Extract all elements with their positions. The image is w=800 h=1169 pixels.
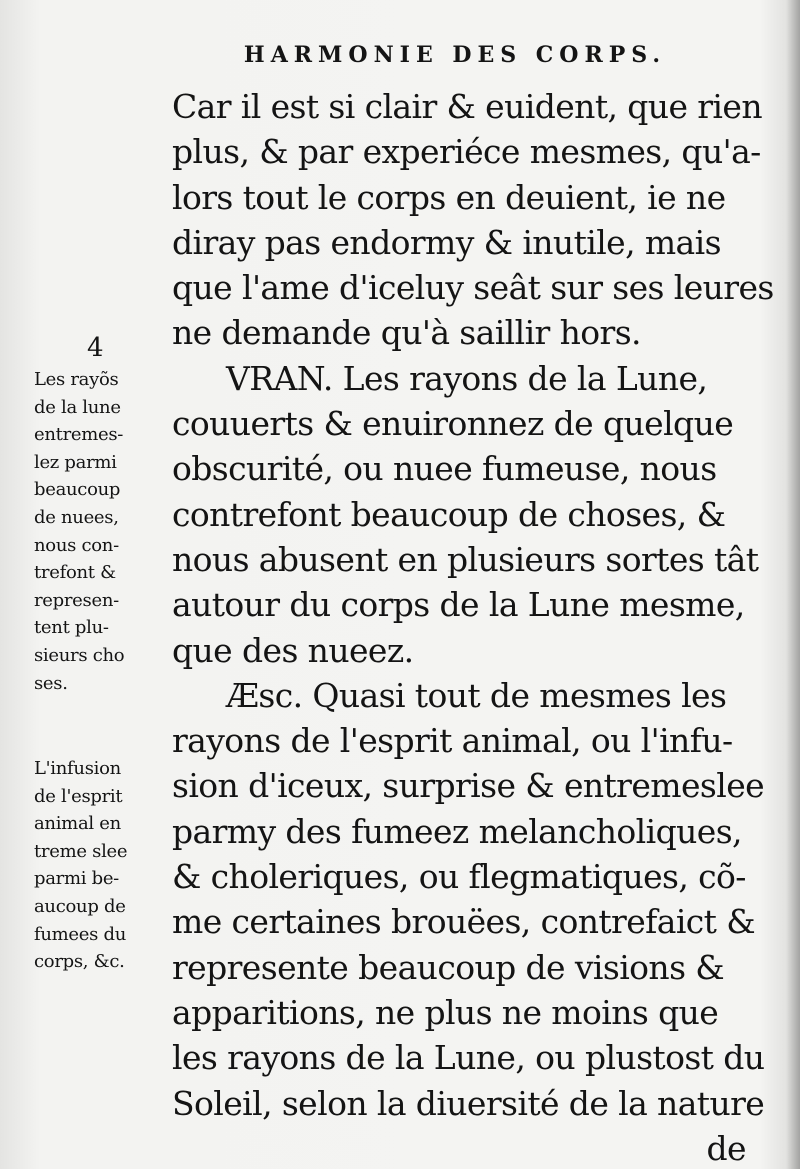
text-line: Æsc. Quasi tout de mesmes les: [226, 675, 727, 715]
side-note-line: corps, &c.: [34, 951, 125, 973]
text-line: parmy des fumeez melancholiques,: [172, 811, 742, 851]
side-note-line: de l'esprit: [34, 785, 123, 807]
side-note-line: de nuees,: [34, 506, 119, 528]
page-edge-shadow: [786, 0, 800, 1169]
text-line: obscurité, ou nuee fumeuse, nous: [172, 449, 717, 489]
side-note-line: entremes-: [34, 424, 124, 446]
text-line: lors tout le corps en deuient, ie ne: [172, 177, 726, 217]
side-note-animal-spirit: [34, 755, 169, 976]
text-line: rayons de l'esprit animal, ou l'infu-: [172, 721, 733, 761]
side-note-line: trefont &: [34, 562, 116, 584]
text-line: contrefont beaucoup de choses, &: [172, 494, 726, 534]
text-line: ne demande qu'à saillir hors.: [172, 313, 641, 353]
text-line: les rayons de la Lune, ou plustost du: [172, 1038, 765, 1078]
text-line: represente beaucoup de visions &: [172, 947, 725, 987]
text-line: VRAN. Les rayons de la Lune,: [226, 358, 708, 398]
side-note-line: parmi be-: [34, 868, 119, 890]
side-note-line: ses.: [34, 672, 68, 694]
text-line: que l'ame d'iceluy seât sur ses leures: [172, 268, 774, 308]
text-line: diray pas endormy & inutile, mais: [172, 222, 721, 262]
side-note-line: animal en: [34, 813, 121, 835]
side-note-moon-rays: [34, 366, 169, 697]
side-note-line: beaucoup: [34, 479, 121, 501]
text-line: nous abusent en plusieurs sortes tât: [172, 539, 759, 579]
side-note-line: de la lune: [34, 396, 121, 418]
side-note-line: fumees du: [34, 923, 127, 945]
text-line: & choleriques, ou flegmatiques, cõ-: [172, 857, 746, 897]
side-note-line: L'infusion: [34, 758, 121, 779]
side-note-line: treme slee: [34, 840, 128, 862]
text-line: que des nueez.: [172, 630, 414, 670]
side-note-line: tent plu-: [34, 617, 109, 639]
main-text-block: [172, 84, 774, 1169]
running-header: HARMONIE DES CORPS.: [243, 42, 667, 68]
text-line: plus, & par experiéce mesmes, qu'a-: [172, 132, 761, 172]
text-line: Car il est si clair & euident, que rien: [172, 87, 762, 126]
side-note-line: lez parmi: [34, 451, 117, 473]
text-line: me certaines brouëes, contrefaict &: [172, 902, 756, 942]
catchword: de: [706, 1128, 746, 1168]
side-note-line: represen-: [34, 589, 119, 611]
text-line: couuerts & enuironnez de quelque: [172, 404, 734, 444]
text-line: Soleil, selon la diuersité de la nature: [172, 1083, 765, 1123]
margin-note-number: 4: [87, 333, 104, 363]
text-line: autour du corps de la Lune mesme,: [172, 585, 745, 625]
text-line: apparitions, ne plus ne moins que: [172, 992, 719, 1032]
text-line: sion d'iceux, surprise & entremeslee: [172, 766, 765, 806]
side-note-line: aucoup de: [34, 895, 126, 917]
side-note-line: sieurs cho: [34, 644, 125, 666]
side-note-line: Les rayõs: [34, 369, 119, 390]
side-note-line: nous con-: [34, 534, 119, 556]
